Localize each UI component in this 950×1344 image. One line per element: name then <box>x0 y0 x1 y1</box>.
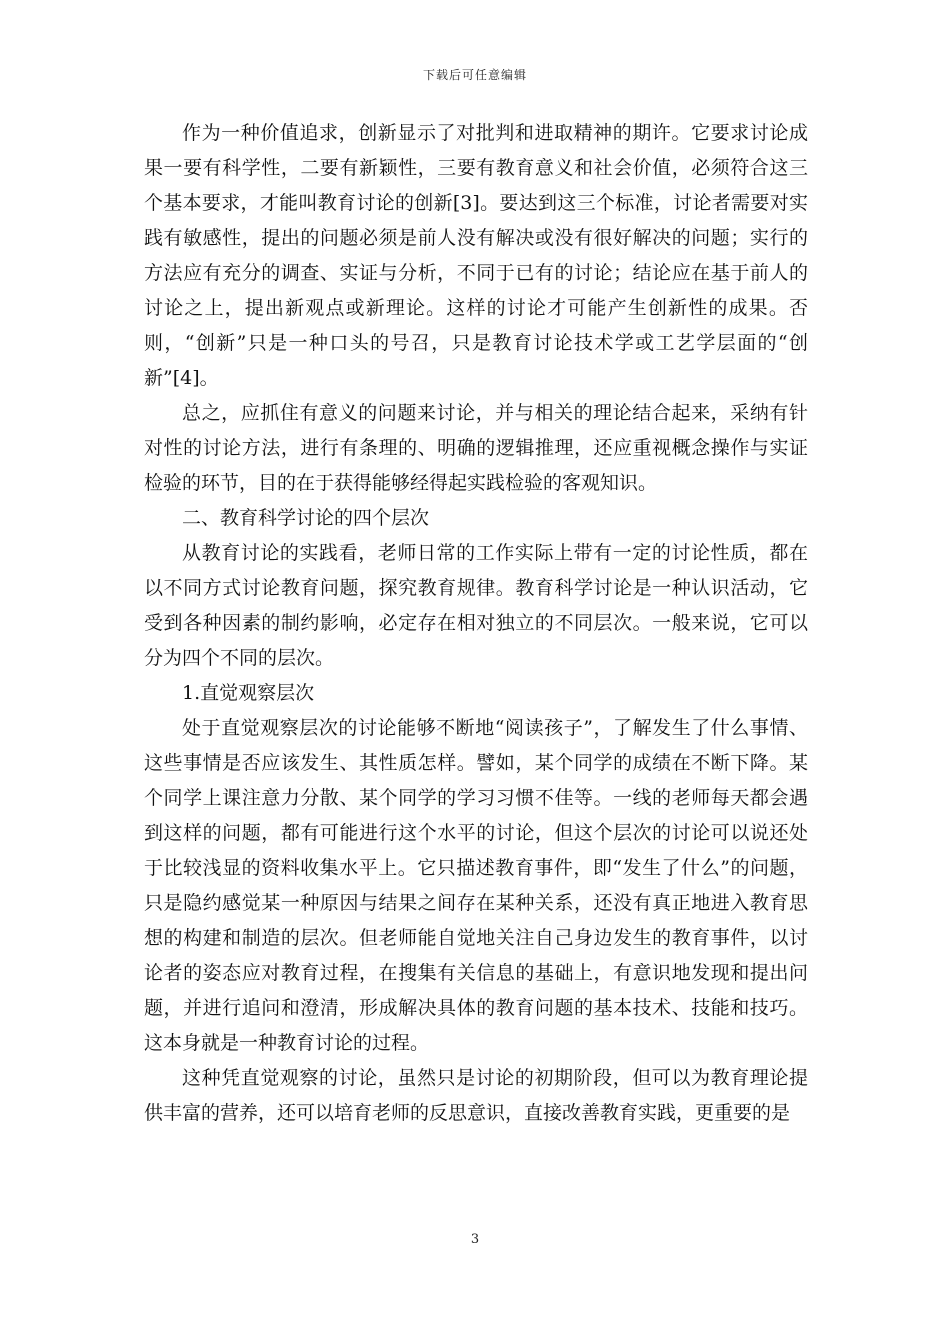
paragraph-initial-stage: 这种凭直觉观察的讨论，虽然只是讨论的初期阶段，但可以为教育理论提供丰富的营养，还可以培育老师的反思意识，直接改善教育实践，更重要的是 <box>144 1067 808 1124</box>
page-number: 3 <box>470 1232 480 1247</box>
page-header: 下载后可任意编辑 <box>422 68 527 82</box>
document-body <box>144 116 808 1131</box>
subsection-heading: 1.直觉观察层次 <box>182 682 315 704</box>
paragraph-summary: 总之，应抓住有意义的问题来讨论，并与相关的理论结合起来，采纳有针对性的讨论方法，进行有条理的、明确的逻辑推理，还应重视概念操作与实证检验的环节，目的在于获得能够经得起实践检验的客观知识。 <box>144 402 808 494</box>
paragraph-intuitive-observation: 处于直觉观察层次的讨论能够不断地“阅读孩子”，了解发生了什么事情、这些事情是否应该发生、其性质怎样。譬如，某个同学的成绩在不断下降。某个同学上课注意力分散、某个同学的学习习惯不佳等。一线的老师每天都会遇到这样的问题，都有可能进行这个水平的讨论，但这个层次的讨论可以说还处于比较浅显的资料收集水平上。它只描述教育事件，即“发生了什么”的问题，只是隐约感觉某一种原因与结果之间存在某种关系，还没有真正地进入教育思想的构建和制造的层次。但老师能自觉地关注自己身边发生的教育事件，以讨论者的姿态应对教育过程，在搜集有关信息的基础上，有意识地发现和提出问题，并进行追问和澄清，形成解决具体的教育问题的基本技术、技能和技巧。这本身就是一种教育讨论的过程。 <box>144 717 808 1054</box>
paragraph-practice: 从教育讨论的实践看，老师日常的工作实际上带有一定的讨论性质，都在以不同方式讨论教育问题，探究教育规律。教育科学讨论是一种认识活动，它受到各种因素的制约影响，必定存在相对独立的不同层次。一般来说，它可以分为四个不同的层次。 <box>144 542 808 669</box>
section-heading: 二、教育科学讨论的四个层次 <box>182 507 430 529</box>
paragraph-innovation: 作为一种价值追求，创新显示了对批判和进取精神的期许。它要求讨论成果一要有科学性，二要有新颖性，三要有教育意义和社会价值，必须符合这三个基本要求，才能叫教育讨论的创新[3]。要达到这三个标准，讨论者需要对实践有敏感性，提出的问题必须是前人没有解决或没有很好解决的问题；实行的方法应有充分的调查、实证与分析，不同于已有的讨论；结论应在基于前人的讨论之上，提出新观点或新理论。这样的讨论才可能产生创新性的成果。否则，“创新”只是一种口头的号召，只是教育讨论技术学或工艺学层面的“创新”[4]。 <box>144 122 808 389</box>
